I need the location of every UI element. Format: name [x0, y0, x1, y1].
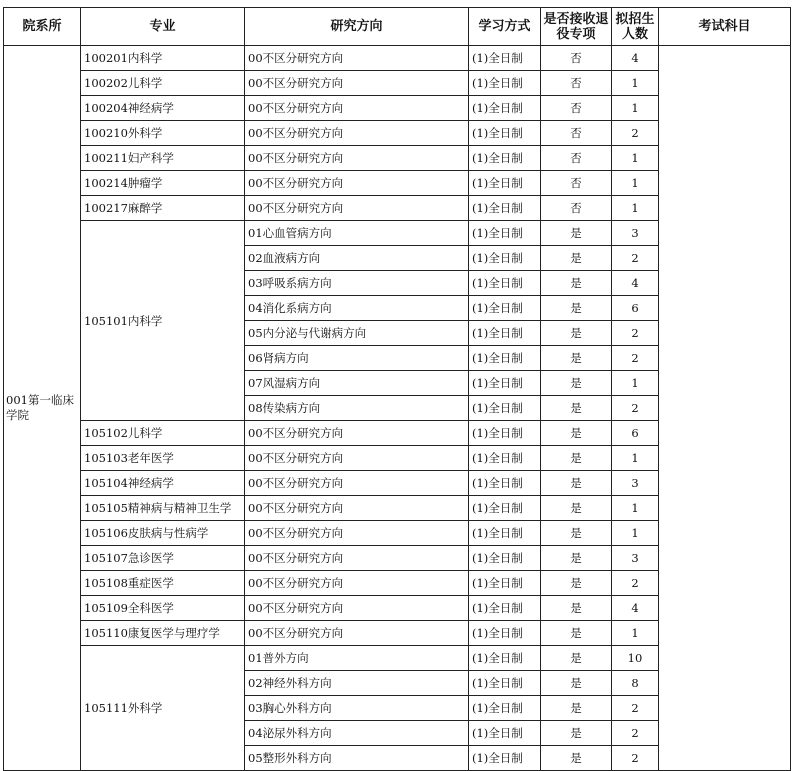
direction-cell: 00不区分研究方向 — [245, 496, 469, 521]
study-mode-cell: (1)全日制 — [469, 221, 541, 246]
study-mode-cell: (1)全日制 — [469, 46, 541, 71]
major-cell: 105111外科学 — [81, 646, 245, 771]
study-mode-cell: (1)全日制 — [469, 596, 541, 621]
major-cell: 105107急诊医学 — [81, 546, 245, 571]
major-cell: 100211妇产科学 — [81, 146, 245, 171]
study-mode-cell: (1)全日制 — [469, 346, 541, 371]
header-direction: 研究方向 — [245, 8, 469, 46]
study-mode-cell: (1)全日制 — [469, 496, 541, 521]
veteran-cell: 是 — [541, 521, 612, 546]
direction-cell: 00不区分研究方向 — [245, 471, 469, 496]
quota-cell: 8 — [612, 671, 659, 696]
quota-cell: 1 — [612, 371, 659, 396]
direction-cell: 01普外方向 — [245, 646, 469, 671]
direction-cell: 00不区分研究方向 — [245, 596, 469, 621]
quota-cell: 1 — [612, 521, 659, 546]
veteran-cell: 是 — [541, 221, 612, 246]
quota-cell: 3 — [612, 471, 659, 496]
direction-cell: 07风湿病方向 — [245, 371, 469, 396]
major-cell: 105110康复医学与理疗学 — [81, 621, 245, 646]
veteran-cell: 是 — [541, 371, 612, 396]
veteran-cell: 是 — [541, 496, 612, 521]
study-mode-cell: (1)全日制 — [469, 321, 541, 346]
study-mode-cell: (1)全日制 — [469, 271, 541, 296]
quota-cell: 10 — [612, 646, 659, 671]
veteran-cell: 是 — [541, 571, 612, 596]
veteran-cell: 否 — [541, 171, 612, 196]
study-mode-cell: (1)全日制 — [469, 246, 541, 271]
direction-cell: 04消化系病方向 — [245, 296, 469, 321]
direction-cell: 00不区分研究方向 — [245, 46, 469, 71]
header-dept: 院系所 — [4, 8, 81, 46]
study-mode-cell: (1)全日制 — [469, 296, 541, 321]
study-mode-cell: (1)全日制 — [469, 646, 541, 671]
direction-cell: 00不区分研究方向 — [245, 121, 469, 146]
direction-cell: 00不区分研究方向 — [245, 446, 469, 471]
header-veteran: 是否接收退役专项 — [541, 8, 612, 46]
quota-cell: 1 — [612, 171, 659, 196]
veteran-cell: 是 — [541, 271, 612, 296]
major-cell: 105104神经病学 — [81, 471, 245, 496]
dept-cell: 001第一临床学院 — [4, 46, 81, 771]
study-mode-cell: (1)全日制 — [469, 521, 541, 546]
direction-cell: 05内分泌与代谢病方向 — [245, 321, 469, 346]
study-mode-cell: (1)全日制 — [469, 121, 541, 146]
veteran-cell: 否 — [541, 121, 612, 146]
direction-cell: 01心血管病方向 — [245, 221, 469, 246]
table-body — [4, 46, 791, 771]
quota-cell: 4 — [612, 271, 659, 296]
direction-cell: 02血液病方向 — [245, 246, 469, 271]
direction-cell: 00不区分研究方向 — [245, 146, 469, 171]
exam-cell — [659, 46, 791, 771]
header-major: 专业 — [81, 8, 245, 46]
quota-cell: 1 — [612, 446, 659, 471]
direction-cell: 00不区分研究方向 — [245, 546, 469, 571]
major-cell: 100214肿瘤学 — [81, 171, 245, 196]
veteran-cell: 是 — [541, 346, 612, 371]
study-mode-cell: (1)全日制 — [469, 96, 541, 121]
major-cell: 100204神经病学 — [81, 96, 245, 121]
veteran-cell: 是 — [541, 471, 612, 496]
quota-cell: 2 — [612, 121, 659, 146]
veteran-cell: 是 — [541, 246, 612, 271]
direction-cell: 05整形外科方向 — [245, 746, 469, 771]
quota-cell: 2 — [612, 746, 659, 771]
major-cell: 105106皮肤病与性病学 — [81, 521, 245, 546]
major-cell: 105103老年医学 — [81, 446, 245, 471]
header-quota: 拟招生人数 — [612, 8, 659, 46]
table-row — [4, 46, 791, 71]
quota-cell: 1 — [612, 146, 659, 171]
quota-cell: 2 — [612, 246, 659, 271]
header-study-mode: 学习方式 — [469, 8, 541, 46]
major-cell: 105105精神病与精神卫生学 — [81, 496, 245, 521]
quota-cell: 2 — [612, 721, 659, 746]
quota-cell: 6 — [612, 296, 659, 321]
direction-cell: 03呼吸系病方向 — [245, 271, 469, 296]
quota-cell: 2 — [612, 571, 659, 596]
study-mode-cell: (1)全日制 — [469, 571, 541, 596]
direction-cell: 00不区分研究方向 — [245, 196, 469, 221]
major-cell: 100202儿科学 — [81, 71, 245, 96]
quota-cell: 2 — [612, 396, 659, 421]
quota-cell: 4 — [612, 596, 659, 621]
veteran-cell: 是 — [541, 396, 612, 421]
study-mode-cell: (1)全日制 — [469, 446, 541, 471]
veteran-cell: 是 — [541, 721, 612, 746]
study-mode-cell: (1)全日制 — [469, 146, 541, 171]
direction-cell: 04泌尿外科方向 — [245, 721, 469, 746]
quota-cell: 1 — [612, 96, 659, 121]
direction-cell: 00不区分研究方向 — [245, 521, 469, 546]
study-mode-cell: (1)全日制 — [469, 171, 541, 196]
quota-cell: 1 — [612, 71, 659, 96]
direction-cell: 00不区分研究方向 — [245, 171, 469, 196]
major-cell: 105109全科医学 — [81, 596, 245, 621]
quota-cell: 1 — [612, 621, 659, 646]
veteran-cell: 是 — [541, 421, 612, 446]
major-cell: 100201内科学 — [81, 46, 245, 71]
page-title-fragment — [240, 0, 540, 6]
study-mode-cell: (1)全日制 — [469, 671, 541, 696]
study-mode-cell: (1)全日制 — [469, 471, 541, 496]
direction-cell: 02神经外科方向 — [245, 671, 469, 696]
major-cell: 100210外科学 — [81, 121, 245, 146]
quota-cell: 2 — [612, 346, 659, 371]
major-cell: 105101内科学 — [81, 221, 245, 421]
veteran-cell: 是 — [541, 321, 612, 346]
study-mode-cell: (1)全日制 — [469, 746, 541, 771]
veteran-cell: 是 — [541, 621, 612, 646]
admissions-table — [3, 7, 791, 771]
major-cell: 105108重症医学 — [81, 571, 245, 596]
study-mode-cell: (1)全日制 — [469, 421, 541, 446]
header-exam: 考试科目 — [659, 8, 791, 46]
quota-cell: 6 — [612, 421, 659, 446]
direction-cell: 00不区分研究方向 — [245, 621, 469, 646]
study-mode-cell: (1)全日制 — [469, 721, 541, 746]
study-mode-cell: (1)全日制 — [469, 371, 541, 396]
veteran-cell: 是 — [541, 446, 612, 471]
study-mode-cell: (1)全日制 — [469, 71, 541, 96]
direction-cell: 00不区分研究方向 — [245, 71, 469, 96]
veteran-cell: 是 — [541, 646, 612, 671]
quota-cell: 1 — [612, 196, 659, 221]
direction-cell: 00不区分研究方向 — [245, 421, 469, 446]
quota-cell: 4 — [612, 46, 659, 71]
quota-cell: 3 — [612, 546, 659, 571]
quota-cell: 2 — [612, 696, 659, 721]
veteran-cell: 是 — [541, 746, 612, 771]
veteran-cell: 否 — [541, 96, 612, 121]
direction-cell: 03胸心外科方向 — [245, 696, 469, 721]
veteran-cell: 否 — [541, 71, 612, 96]
quota-cell: 2 — [612, 321, 659, 346]
study-mode-cell: (1)全日制 — [469, 621, 541, 646]
veteran-cell: 是 — [541, 296, 612, 321]
study-mode-cell: (1)全日制 — [469, 546, 541, 571]
quota-cell: 1 — [612, 496, 659, 521]
quota-cell: 3 — [612, 221, 659, 246]
veteran-cell: 否 — [541, 196, 612, 221]
direction-cell: 00不区分研究方向 — [245, 96, 469, 121]
study-mode-cell: (1)全日制 — [469, 196, 541, 221]
direction-cell: 00不区分研究方向 — [245, 571, 469, 596]
veteran-cell: 否 — [541, 146, 612, 171]
study-mode-cell: (1)全日制 — [469, 396, 541, 421]
veteran-cell: 是 — [541, 671, 612, 696]
direction-cell: 08传染病方向 — [245, 396, 469, 421]
veteran-cell: 否 — [541, 46, 612, 71]
major-cell: 105102儿科学 — [81, 421, 245, 446]
veteran-cell: 是 — [541, 596, 612, 621]
direction-cell: 06肾病方向 — [245, 346, 469, 371]
major-cell: 100217麻醉学 — [81, 196, 245, 221]
veteran-cell: 是 — [541, 696, 612, 721]
header-row — [4, 8, 791, 46]
study-mode-cell: (1)全日制 — [469, 696, 541, 721]
veteran-cell: 是 — [541, 546, 612, 571]
